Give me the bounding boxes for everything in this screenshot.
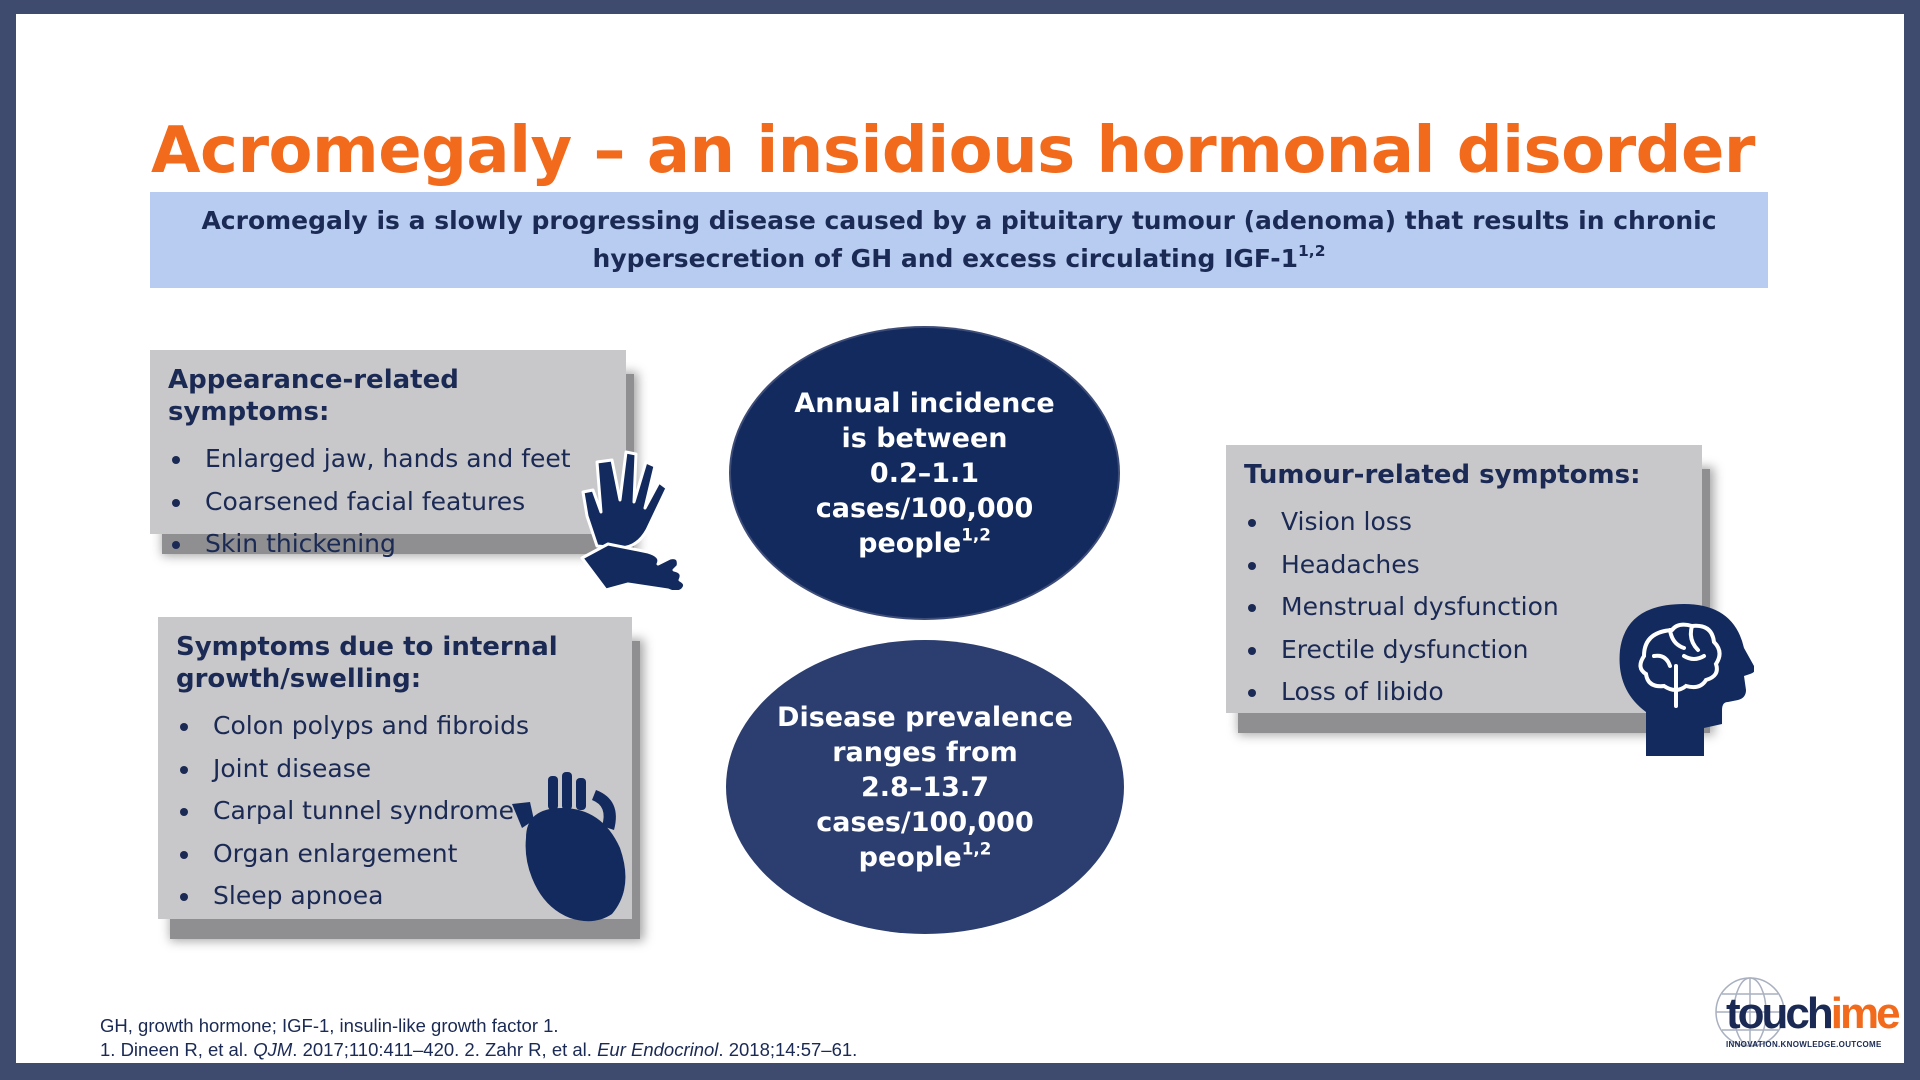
abbreviations-note: GH, growth hormone; IGF-1, insulin-like growth factor 1. [100, 1015, 559, 1036]
list-item: Vision loss [1244, 501, 1684, 544]
hands-icon [572, 440, 692, 590]
ref1-authors: 1. Dineen R, et al. [100, 1039, 254, 1060]
prevalence-citation: 1,2 [961, 837, 992, 858]
prevalence-line: cases/100,000 [816, 806, 1034, 838]
logo-tagline: INNOVATION.KNOWLEDGE.OUTCOME [1726, 1040, 1882, 1049]
list-item: Headaches [1244, 544, 1684, 587]
prevalence-ellipse [726, 640, 1124, 934]
banner-line-2-text: hypersecretion of GH and excess circulating IGF-1 [592, 244, 1299, 273]
appearance-heading: Appearance-related symptoms: [168, 365, 459, 427]
list-item: Coarsened facial features [168, 481, 608, 524]
internal-heading-line-2: growth/swelling: [176, 664, 422, 694]
incidence-line: people [858, 527, 962, 559]
internal-heading-line-1: Symptoms due to internal [176, 632, 558, 662]
tumour-heading: Tumour-related symptoms: [1244, 460, 1641, 490]
prevalence-line: Disease prevalence [777, 701, 1073, 733]
ref2-journal: Eur Endocrinol [597, 1039, 719, 1060]
banner-citation: 1,2 [1298, 242, 1326, 261]
banner-line-2 [150, 240, 1768, 278]
list-item: Colon polyps and fibroids [176, 705, 614, 748]
footnotes [100, 1014, 857, 1062]
prevalence-last-line [858, 837, 992, 875]
logo-wordmark [1726, 989, 1898, 1038]
appearance-list [168, 438, 608, 566]
ref2-details: . 2018;14:57–61. [718, 1039, 858, 1060]
touchime-logo [1706, 964, 1904, 1063]
incidence-line: is between [841, 422, 1008, 454]
incidence-last-line [858, 523, 991, 561]
heart-icon [506, 768, 636, 928]
prevalence-line: ranges from [832, 736, 1018, 768]
incidence-ellipse [731, 328, 1118, 618]
list-item: Sleep apnoea [176, 875, 614, 918]
banner-line-1: Acromegaly is a slowly progressing disease caused by a pituitary tumour (adenoma) that results in chronic [201, 206, 1717, 235]
list-item: Skin thickening [168, 523, 608, 566]
appearance-symptoms-card [150, 350, 626, 558]
list-item: Organ enlargement [176, 833, 614, 876]
references [100, 1038, 857, 1062]
incidence-line: 0.2–1.1 [869, 457, 980, 489]
incidence-citation: 1,2 [961, 523, 991, 544]
slide-title: Acromegaly – an insidious hormonal disorder [151, 114, 1755, 188]
ref1-journal: QJM [253, 1039, 293, 1060]
list-item: Loss of libido [1244, 671, 1684, 714]
logo-part-1: touch [1726, 989, 1831, 1038]
internal-heading [176, 631, 614, 695]
list-item: Carpal tunnel syndrome [176, 790, 614, 833]
list-item: Menstrual dysfunction [1244, 586, 1684, 629]
list-item: Joint disease [176, 748, 614, 791]
ref1-details: . 2017;110:411–420. 2. Zahr R, et al. [292, 1039, 598, 1060]
list-item: Erectile dysfunction [1244, 629, 1684, 672]
incidence-line: Annual incidence [794, 387, 1055, 419]
incidence-line: cases/100,000 [815, 492, 1034, 524]
definition-banner [150, 192, 1768, 288]
logo-part-2: ime [1830, 989, 1898, 1038]
list-item: Enlarged jaw, hands and feet [168, 438, 608, 481]
brain-head-icon [1614, 596, 1754, 756]
slide [16, 14, 1904, 1063]
prevalence-line: 2.8–13.7 [861, 771, 989, 803]
prevalence-line: people [858, 841, 962, 873]
